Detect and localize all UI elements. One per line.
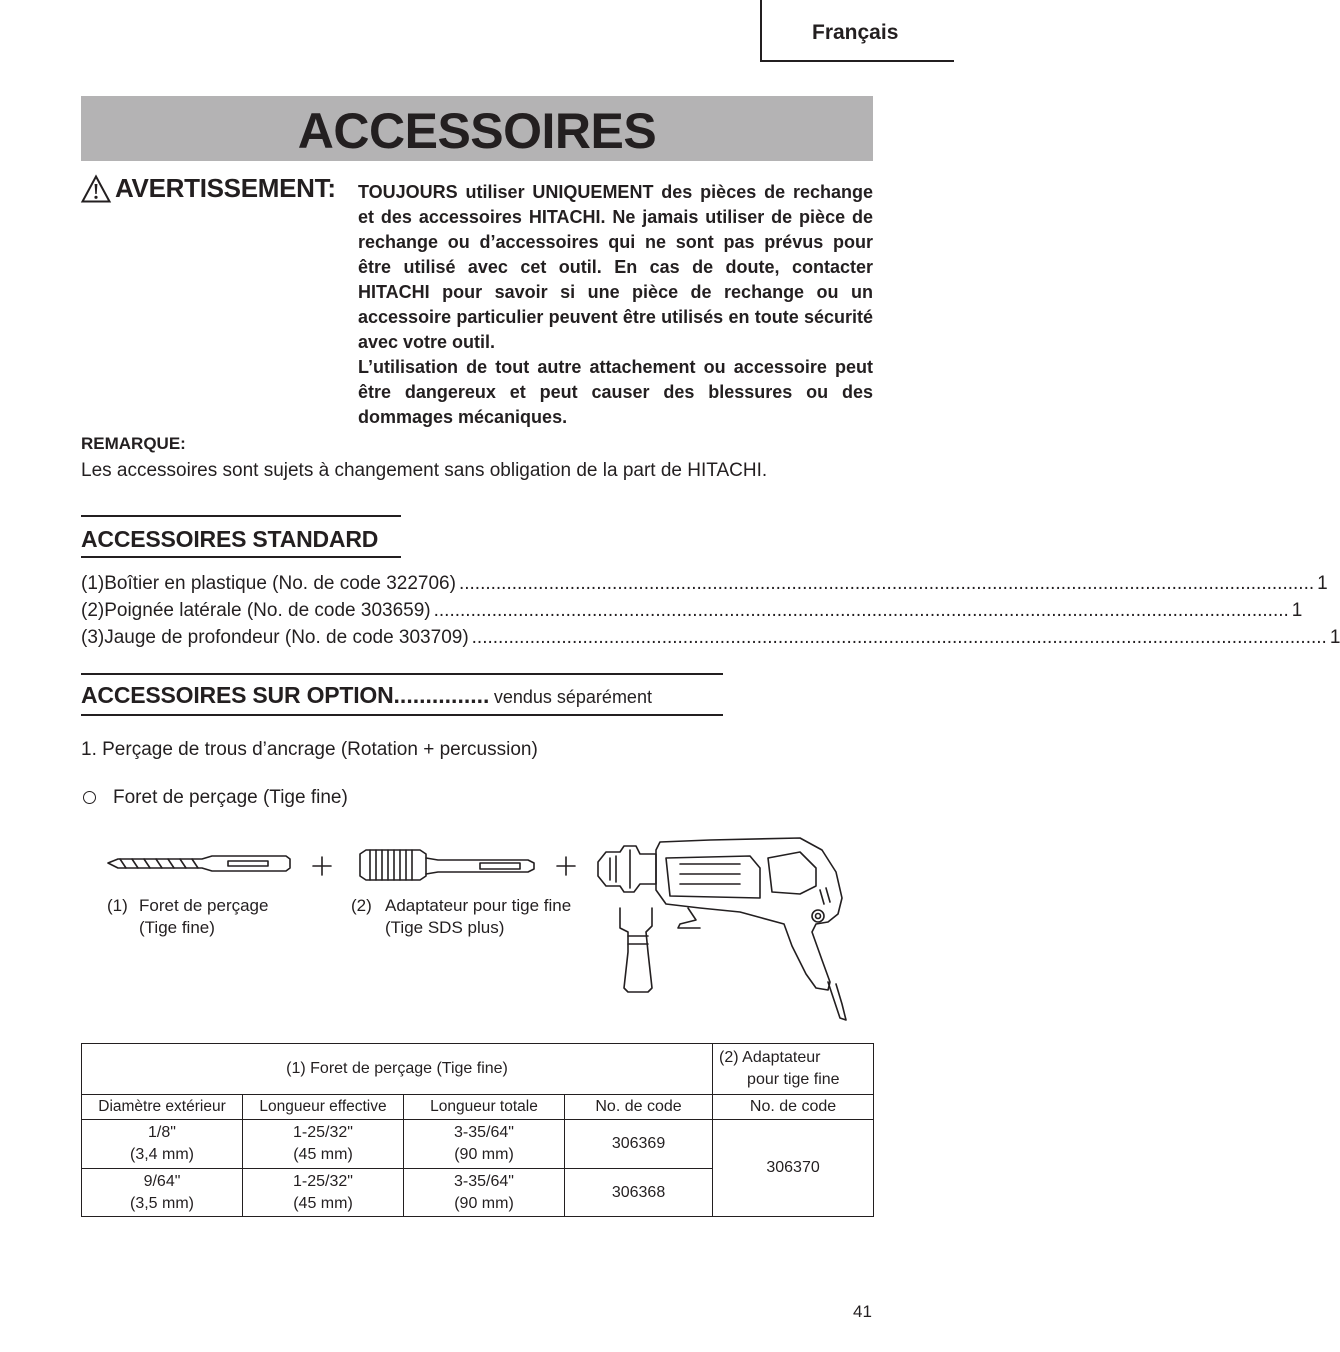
caption-1-line-2: (Tige fine) xyxy=(139,918,215,937)
table-cell-adapter-code: 306370 xyxy=(713,1120,874,1217)
standard-item-qty: 1 xyxy=(1317,573,1328,594)
page-title: ACCESSOIRES xyxy=(297,103,657,159)
note-text: Les accessoires sont sujets à changement sans obligation de la part de HITACHI. xyxy=(81,460,768,481)
cell-line: (3,4 mm) xyxy=(130,1146,194,1163)
cell-line: 1-25/32" xyxy=(293,1172,353,1190)
optional-heading-rule-bottom xyxy=(81,714,723,716)
circle-bullet-icon xyxy=(83,791,96,804)
optional-heading-rule-top xyxy=(81,673,723,675)
heading-dots: ............... xyxy=(393,682,490,708)
table-cell-effective-length xyxy=(243,1120,404,1169)
drill-bit-table xyxy=(81,1043,874,1217)
optional-heading-line xyxy=(81,682,652,709)
adapter-header-line-1: (2) Adaptateur xyxy=(719,1049,821,1066)
table-cell-effective-length xyxy=(243,1169,404,1217)
plus-icon xyxy=(313,857,331,875)
leader-dots: .................................................................................................................................................................. xyxy=(458,573,1315,594)
caption-1-number: (1) xyxy=(107,896,128,915)
table-cell-code: 306368 xyxy=(565,1169,713,1217)
adapter-icon xyxy=(360,850,534,880)
standard-item-qty: 1 xyxy=(1329,627,1340,648)
caption-2-line-1: Adaptateur pour tige fine xyxy=(385,896,572,915)
warning-paragraph-1: TOUJOURS utiliser UNIQUEMENT des pièces de rechange et des accessoires HITACHI. Ne jamais utiliser de pièce de rechange ou d’accessoires qui ne sont pas prévus pour être utilisé avec cet outil. En cas de doute, contacter HITACHI pour savoir si une pièce de rechange ou un accessoire particulier peuvent être utilisés en toute sécurité avec votre outil. xyxy=(358,182,873,352)
step-1-text: 1. Perçage de trous d’ancrage (Rotation + percussion) xyxy=(81,739,538,760)
standard-heading-rule-bottom xyxy=(81,556,401,558)
warning-heading: AVERTISSEMENT: xyxy=(115,173,336,203)
leader-dots: .................................................................................................................................................................. xyxy=(433,600,1289,621)
warning-body xyxy=(358,180,873,430)
table-group-header-row xyxy=(82,1044,874,1095)
cell-line: 3-35/64" xyxy=(454,1172,514,1190)
table-cell-total-length xyxy=(404,1169,565,1217)
optional-subtitle: vendus séparément xyxy=(493,687,652,707)
table-header-cell: Longueur totale xyxy=(404,1095,565,1120)
standard-item-qty: 1 xyxy=(1291,600,1303,621)
page-number: 41 xyxy=(853,1302,872,1321)
warning-paragraph-2: L’utilisation de tout autre attachement ou accessoire peut être dangereux et peut causer des blessures ou des dommages mécaniques. xyxy=(358,357,873,427)
cell-line: (45 mm) xyxy=(293,1194,353,1212)
note-label: REMARQUE: xyxy=(81,434,186,453)
caption-2-number: (2) xyxy=(351,896,372,915)
cell-line: (90 mm) xyxy=(454,1146,514,1163)
cell-line: 3-35/64" xyxy=(454,1124,514,1141)
table-row xyxy=(82,1120,874,1169)
optional-accessories-heading: ACCESSOIRES SUR OPTION xyxy=(81,682,394,708)
standard-item-label: (3)Jauge de profondeur (No. de code 303709) xyxy=(81,627,469,648)
standard-accessories-heading: ACCESSOIRES STANDARD xyxy=(81,526,379,552)
standard-item xyxy=(81,573,1328,597)
table-header-cell: No. de code xyxy=(713,1095,874,1120)
table-header-cell: Longueur effective xyxy=(243,1095,404,1120)
item-a-text: Foret de perçage (Tige fine) xyxy=(113,787,348,808)
table-header-cell: No. de code xyxy=(565,1095,713,1120)
cell-line: 9/64" xyxy=(143,1172,181,1190)
standard-heading-rule-top xyxy=(81,515,401,517)
standard-item-label: (2)Poignée latérale (No. de code 303659) xyxy=(81,600,431,621)
table-cell-diameter xyxy=(82,1169,243,1217)
title-banner xyxy=(81,96,873,161)
table-cell-total-length xyxy=(404,1120,565,1169)
table-header-cell: Diamètre extérieur xyxy=(82,1095,243,1120)
table-group-header-bit: (1) Foret de perçage (Tige fine) xyxy=(82,1044,713,1095)
cell-line: (45 mm) xyxy=(293,1146,353,1163)
standard-item xyxy=(81,627,1340,651)
hammer-drill-icon xyxy=(598,838,846,1020)
standard-item-label: (1)Boîtier en plastique (No. de code 322706) xyxy=(81,573,456,594)
table-cell-code: 306369 xyxy=(565,1120,713,1169)
caption-2-line-2: (Tige SDS plus) xyxy=(385,918,505,937)
warning-triangle-icon xyxy=(81,175,111,203)
language-tab xyxy=(760,0,954,62)
cell-line: 1-25/32" xyxy=(293,1124,353,1141)
cell-line: (90 mm) xyxy=(454,1194,514,1212)
caption-1-line-1: Foret de perçage xyxy=(139,896,269,915)
plus-icon xyxy=(557,857,575,875)
adapter-header-line-2: pour tige fine xyxy=(747,1071,840,1088)
table-cell-diameter xyxy=(82,1120,243,1169)
language-label: Français xyxy=(812,21,899,44)
drill-bit-icon xyxy=(108,856,290,871)
cell-line: 1/8" xyxy=(148,1124,176,1141)
cell-line: (3,5 mm) xyxy=(130,1194,194,1212)
standard-item xyxy=(81,600,1303,624)
leader-dots: .................................................................................................................................................................. xyxy=(471,627,1327,648)
table-group-header-adapter xyxy=(713,1044,874,1095)
table-column-header-row xyxy=(82,1095,874,1120)
